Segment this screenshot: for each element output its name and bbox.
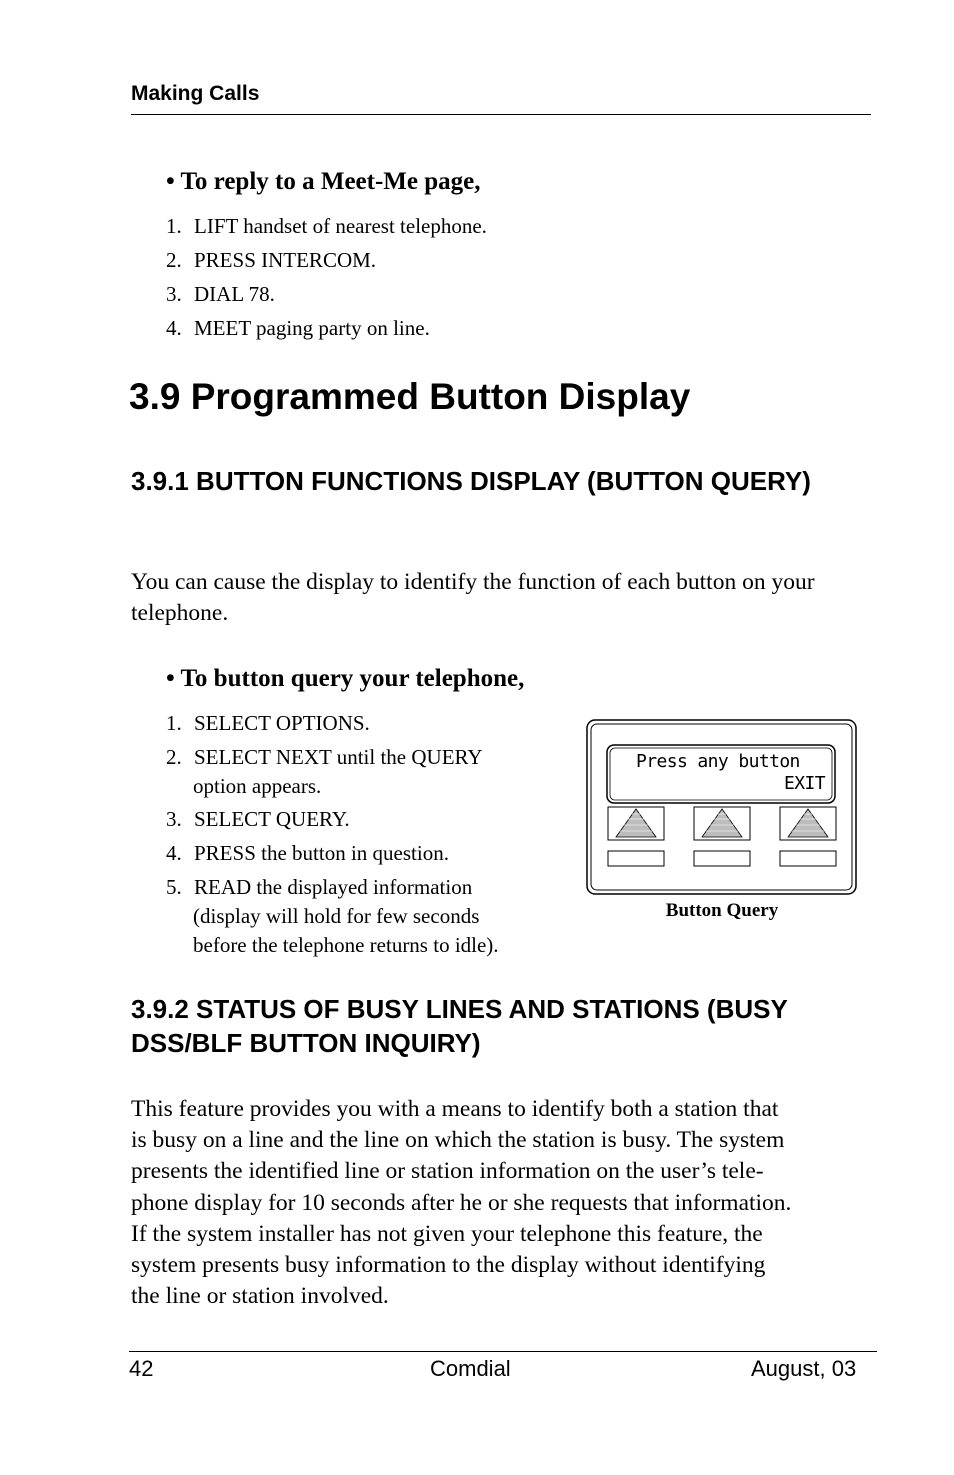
paragraph-line: If the system installer has not given your telephone this feature, the	[131, 1220, 763, 1247]
step-number: 3.	[166, 807, 182, 831]
running-header: Making Calls	[131, 82, 260, 105]
subsection-2-paragraph	[131, 1094, 871, 1312]
label-strip-2	[694, 851, 750, 866]
footer-company: Comdial	[430, 1356, 511, 1381]
meetme-heading: • To reply to a Meet-Me page,	[166, 168, 481, 195]
step-text: SELECT NEXT until the QUERY	[194, 745, 483, 769]
query-step-1	[166, 709, 370, 738]
query-step-4	[166, 839, 449, 868]
step-continuation: option appears.	[193, 774, 322, 798]
step-text: PRESS INTERCOM.	[194, 248, 377, 272]
step-text: SELECT OPTIONS.	[194, 711, 370, 735]
button-query-heading: • To button query your telephone,	[166, 665, 525, 692]
footer-date: August, 03	[751, 1356, 857, 1381]
step-text: SELECT QUERY.	[194, 807, 350, 831]
paragraph-line: presents the identified line or station information on the user’s tele-	[131, 1158, 764, 1185]
softkey-2[interactable]	[694, 807, 750, 840]
step-number: 2.	[166, 248, 182, 272]
softkey-3[interactable]	[780, 807, 836, 840]
step-number: 5.	[166, 875, 182, 899]
meetme-step-3	[166, 280, 275, 309]
footer-rule	[129, 1351, 877, 1352]
step-number: 2.	[166, 745, 182, 769]
step-text: PRESS the button in question.	[194, 841, 449, 865]
subsection-1-paragraph: You can cause the display to identify the function of each button on your telephone.	[131, 569, 815, 627]
paragraph-line: This feature provides you with a means to identify both a station that	[131, 1096, 779, 1122]
paragraph-line: is busy on a line and the line on which the station is busy. The system	[131, 1127, 785, 1154]
paragraph-line: system presents busy information to the display without identifying	[131, 1252, 766, 1279]
step-text: READ the displayed information	[194, 875, 473, 899]
paragraph-line: the line or station involved.	[131, 1283, 389, 1310]
section-title: 3.9 Programmed Button Display	[129, 376, 691, 417]
display-line-1: Press any button	[636, 751, 800, 772]
step-continuation: (display will hold for few seconds	[193, 904, 480, 928]
query-step-2	[166, 743, 483, 801]
step-number: 4.	[166, 841, 182, 865]
step-text: DIAL 78.	[194, 282, 275, 306]
step-number: 1.	[166, 711, 182, 735]
display-line-2: EXIT	[784, 773, 825, 794]
query-step-3	[166, 805, 350, 834]
figure-caption: Button Query	[665, 900, 779, 921]
paragraph-line: phone display for 10 seconds after he or she requests that information.	[131, 1189, 792, 1216]
step-number: 1.	[166, 214, 182, 238]
subsection-title-1: 3.9.1 BUTTON FUNCTIONS DISPLAY (BUTTON QUERY)	[131, 466, 811, 496]
subsection-title-2: 3.9.2 STATUS OF BUSY LINES AND STATIONS (BUSY DSS/BLF BUTTON INQUIRY)	[131, 994, 788, 1058]
step-number: 4.	[166, 316, 182, 340]
button-query-figure	[586, 719, 857, 895]
page-number: 42	[129, 1356, 154, 1381]
header-rule	[131, 114, 871, 115]
step-number: 3.	[166, 282, 182, 306]
step-continuation: before the telephone returns to idle).	[193, 933, 499, 957]
step-text: LIFT handset of nearest telephone.	[194, 214, 487, 238]
query-step-5	[166, 873, 499, 960]
label-strip-1	[608, 851, 664, 866]
softkey-1[interactable]	[608, 807, 664, 840]
meetme-step-1	[166, 212, 487, 241]
label-strip-3	[780, 851, 836, 866]
meetme-step-4	[166, 314, 430, 343]
step-text: MEET paging party on line.	[194, 316, 430, 340]
meetme-step-2	[166, 246, 376, 275]
